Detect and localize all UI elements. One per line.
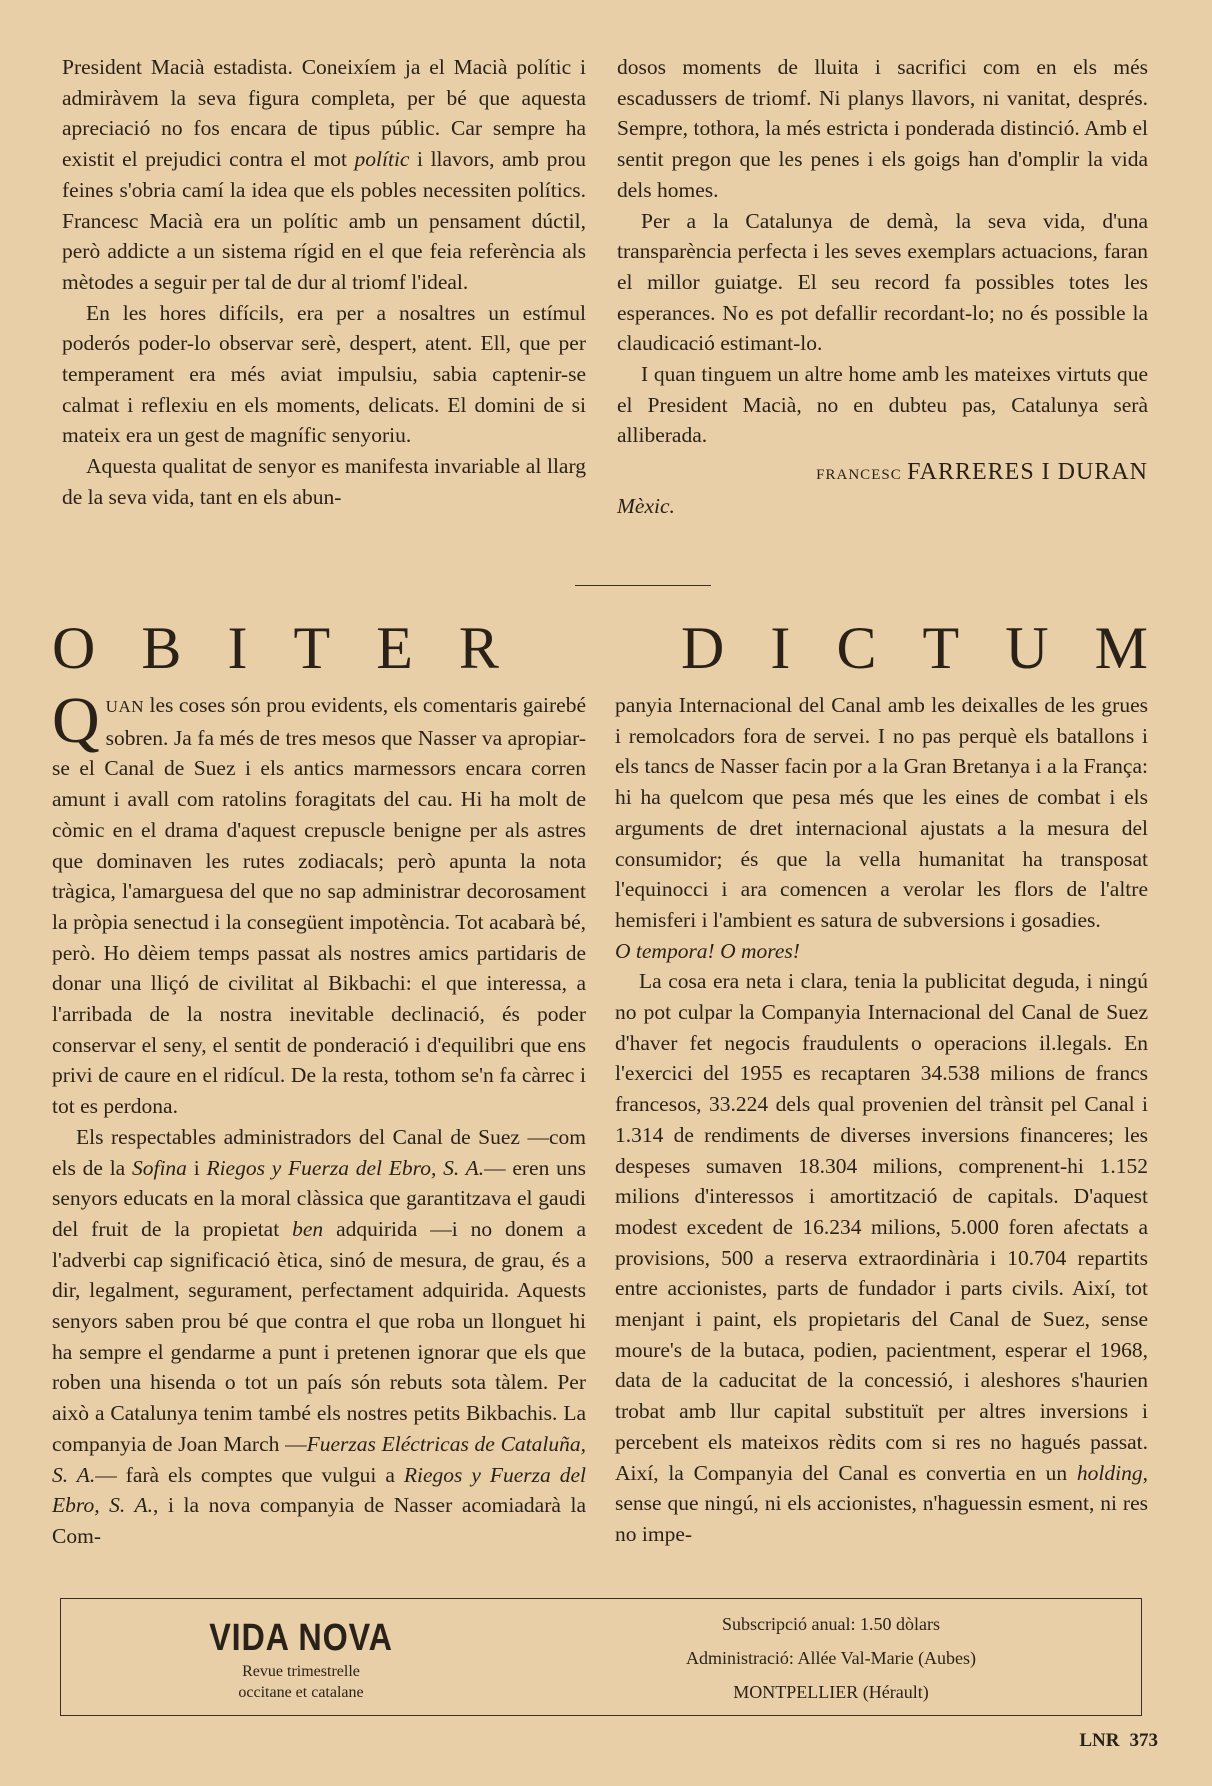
headline-letter: B (141, 614, 182, 681)
page-number: 373 (1129, 1730, 1158, 1751)
paragraph: dosos moments de lluita i sacrifici com en els més escadussers de triomf. Ni planys llavors, ni vanitat, després. Sempre, tothora, la més estricta i ponderada distinció. Amb el sentit pregon que les penes i els goigs han d'omplir la vida dels homes. (617, 55, 1148, 202)
headline-letter: M (1094, 614, 1148, 681)
author-place: Mèxic. (617, 493, 675, 518)
headline-letter: O (52, 614, 96, 681)
paragraph: O tempora! O mores! (615, 938, 800, 963)
author-last-name: FARRERES I DURAN (907, 459, 1148, 486)
headline-letter: T (293, 614, 331, 681)
headline-letter: C (836, 614, 877, 681)
headline-letter: I (770, 614, 791, 681)
author-first-name: FRANCESC (816, 467, 902, 484)
column-top-left (62, 52, 586, 513)
column-bottom-left (52, 684, 587, 1552)
paragraph: En les hores difícils, era per a nosaltres un estímul poderós poder-lo observar serè, despert, atent. Ell, que per temperament era més aviat impulsiu, sabia captenir-se calmat i reflexiu en els moments, delicats. El domini de si mateix era un gest de magnífic senyoriu. (62, 300, 586, 448)
paragraph: panyia Internacional del Canal amb les deixalles de les grues i remolcadors fora de servei. I no pas perquè els batallons i els tancs de Nasser facin por a la Gran Bretanya i a la França: hi ha quelcom que pesa més que les eines de combat i els arguments de dret internacional ajustats a la mesura del consumidor; és que la vella humanitat ha transposat l'equinocci i ara comencen a verolar les flors de l'altre hemisferi i l'ambient es satura de subversions i gosadies. (615, 693, 1148, 932)
subscription-info: Subscripció anual: 1.50 dòlars Administració: Allée Val-Marie (Aubes) MONTPELLIER (Hérault) (685, 1614, 977, 1702)
author-signature (617, 457, 1148, 491)
paragraph: Per a la Catalunya de demà, la seva vida, d'una transparència perfecta i les seves exemplars actuacions, faran el millor guiatge. El seu record fa possibles totes les esperances. No es pot defallir recordant-lo; no és possible la claudicació estimant-lo. (617, 208, 1148, 356)
drop-cap: Q (52, 684, 100, 757)
paragraph: Els respectables administradors del Canal de Suez —com els de la Sofina i Riegos y Fuerza del Ebro, S. A.— eren uns senyors educats en la moral clàssica que garantitzava el gaudi del fruit de la propietat ben adquirida —i no donem a l'adverbi cap significació ètica, sinó de mesura, de grau, és a dir, legalment, segurament, perfectament adquirida. Aquests senyors saben prou bé que contra el que roba un llonguet hi ha sempre el gendarme a punt i pretenen ignorar que els que roben una hisenda o tot un país són rebuts sota tàlem. Per això a Catalunya tenim també els nostres petits Bikbachis. La companyia de Joan March —Fuerzas Eléctricas de Cataluña, S. A.— farà els comptes que vulgui a Riegos y Fuerza del Ebro, S. A., i la nova companyia de Nasser acomiadarà la Com- (52, 1124, 587, 1548)
paragraph: Aquesta qualitat de senyor es manifesta invariable al llarg de la seva vida, tant en els abun- (62, 454, 586, 509)
headline-letter: U (1005, 614, 1049, 681)
journal-abbrev: LNR (1079, 1730, 1120, 1751)
section-divider (575, 585, 711, 586)
headline-letter: D (681, 614, 725, 681)
headline-letter: I (227, 614, 248, 681)
page-folio (1069, 1730, 1158, 1752)
headline-letter: R (458, 614, 499, 681)
magazine-subtitle: Revue trimestrelle occitane et catalane (238, 1663, 364, 1701)
column-bottom-right (615, 690, 1148, 1550)
advertisement-box (60, 1598, 1142, 1716)
paragraph: President Macià estadista. Coneixíem ja el Macià polític i admiràvem la seva figura completa, per bé que aquesta apreciació no fos encara de tipus públic. Car sempre ha existit el prejudici contra el mot polític i llavors, amb prou feines s'obria camí la idea que els pobles necessiten polítics. Francesc Macià era un polític amb un pensament dúctil, però addicte a un sistema rígid en el que feia referència als mètodes a seguir per tal de dur al triomf l'ideal. (62, 55, 586, 294)
paragraph: QUAN les coses són prou evidents, els comentaris gairebé sobren. Ja fa més de tres mesos que Nasser va apropiar-se el Canal de Suez i els antics marmessors encara corren amunt i avall com ratolins foragitats del cau. Hi ha molt de còmic en el drama d'aquest crepuscle benigne per als astres que dominaven les rutes zodiacals; però apunta la nota tràgica, l'amarguesa del que no sap administrar decorosament la pròpia senectud i la consegüent impotència. Tot acabarà bé, però. Ho dèiem temps passat als nostres amics partidaris de donar una lliçó de civilitat al Bikbachi: el que interessa, a l'arribada de la nostra inevitable declinació, és poder conservar el seny, el sentit de ponderació i d'equilibri que ens privi de caure en el ridícul. De la resta, tothom se'n fa càrrec i tot es perdona. (52, 684, 586, 1119)
headline-letter: T (922, 614, 960, 681)
headline-letter: E (376, 614, 413, 681)
paragraph: I quan tinguem un altre home amb les mateixes virtuts que el President Macià, no en dubteu pas, Catalunya serà alliberada. (617, 362, 1148, 448)
column-top-right (617, 52, 1148, 522)
paragraph: La cosa era neta i clara, tenia la publicitat deguda, i ningú no pot culpar la Companyia Internacional del Canal de Suez d'haver fet negocis fraudulents o operacions il.legals. En l'exercici del 1955 es recaptaren 34.538 milions de francs francesos, 33.224 dels qual provenien del trànsit pel Canal i 1.314 de rendiments de diverses inversions financeres; les despeses sumaven 18.304 milions, comprenent-hi 1.152 milions d'interessos i amortització de capitals. D'aquest modest excedent de 16.234 milions, 5.000 foren afectats a provisions, 500 a reserva extraordinària i 10.704 repartits entre accionistes, parts de fundador i parts civils. Així, tot menjant i paint, els propietaris del Canal de Suez, sense moure's de la butaca, podien, pacientment, esperar el 1968, data de la caducitat de la concessió, i aleshores s'haurien trobat amb llur capital substituït per altres inversions i percebent els mateixos rèdits com si res no hagués passat. Així, la Companyia del Canal es convertia en un holding, sense que ningú, ni els accionistes, n'haguessin esment, ni res no impe- (615, 969, 1148, 1546)
article-headline (52, 608, 1148, 688)
magazine-title: VIDA NOVA (209, 1617, 393, 1659)
